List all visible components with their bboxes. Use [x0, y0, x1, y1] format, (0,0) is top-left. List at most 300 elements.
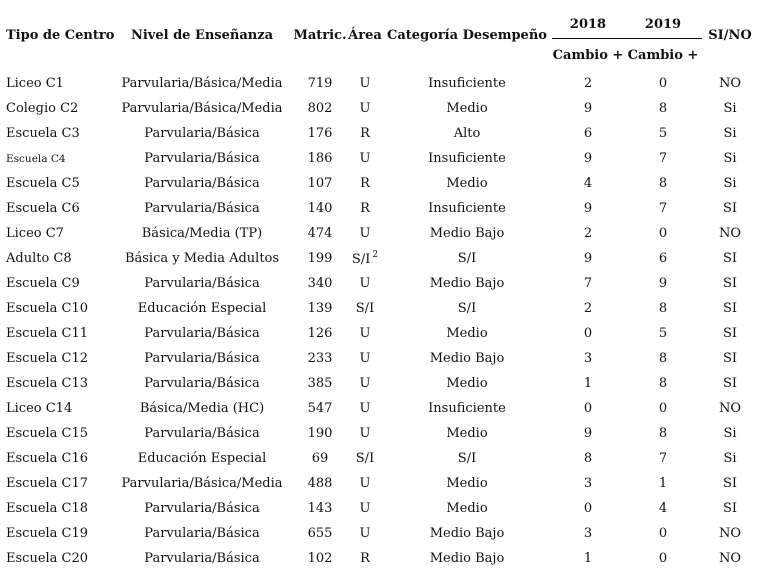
cell-categoria [382, 521, 552, 546]
cell-categoria [382, 471, 552, 496]
cell-matric [292, 296, 348, 321]
cell-matric [292, 421, 348, 446]
cell-cambio-2019 [624, 196, 702, 221]
cell-nivel [112, 246, 292, 271]
cell-nivel-text: Básica/Media (TP) [141, 226, 263, 241]
table-row [4, 446, 758, 471]
cell-matric-text: 140 [307, 201, 333, 216]
cell-nivel-text: Parvularia/Básica/Media [121, 76, 283, 91]
cell-cambio-2019-text: 5 [658, 326, 668, 341]
table-row [4, 546, 758, 571]
cell-cambio-2018-text: 1 [583, 376, 593, 391]
cell-cambio-2019 [624, 521, 702, 546]
cell-categoria-text: Insuficiente [428, 76, 506, 91]
cell-categoria-text: S/I [457, 451, 477, 466]
cell-nivel-text: Parvularia/Básica [144, 201, 260, 216]
cell-cambio-2018-text: 4 [583, 176, 593, 191]
cell-sino [702, 396, 758, 421]
cell-matric-text: 385 [307, 376, 333, 391]
cell-tipo [4, 121, 112, 146]
cell-categoria [382, 296, 552, 321]
table-row [4, 71, 758, 96]
table-row [4, 371, 758, 396]
cell-tipo-text: Adulto C8 [6, 251, 72, 266]
cell-tipo-text: Escuela C6 [6, 201, 80, 216]
cell-sino-text: NO [718, 551, 742, 566]
cell-nivel-text: Básica/Media (HC) [139, 401, 265, 416]
cell-cambio-2018 [552, 171, 624, 196]
cell-cambio-2018-text: 0 [583, 326, 593, 341]
cell-nivel [112, 71, 292, 96]
cell-tipo-text: Escuela C12 [6, 351, 89, 366]
cell-categoria-text: Medio Bajo [429, 551, 505, 566]
cell-cambio-2019-text: 6 [658, 251, 668, 266]
cell-matric-text: 199 [307, 251, 333, 266]
cell-cambio-2018-text: 3 [583, 476, 593, 491]
cell-cambio-2019-text: 0 [658, 226, 668, 241]
cell-sino-text: SI [722, 376, 738, 391]
cell-cambio-2018-text: 9 [583, 201, 593, 216]
cell-matric [292, 346, 348, 371]
cell-tipo-text: Escuela C9 [6, 276, 80, 291]
cell-nivel [112, 271, 292, 296]
header-nivel: Nivel de Enseñanza [130, 28, 274, 43]
cell-cambio-2019 [624, 171, 702, 196]
cell-tipo [4, 221, 112, 246]
cell-cambio-2019 [624, 71, 702, 96]
cell-sino [702, 246, 758, 271]
cell-cambio-2018-text: 0 [583, 401, 593, 416]
cell-nivel [112, 196, 292, 221]
cell-categoria-text: Medio [446, 326, 488, 341]
cell-nivel-text: Parvularia/Básica [144, 326, 260, 341]
cell-cambio-2019 [624, 446, 702, 471]
cell-categoria [382, 396, 552, 421]
cell-sino-text: Si [723, 126, 737, 141]
cell-tipo [4, 446, 112, 471]
cell-cambio-2019-text: 8 [658, 176, 668, 191]
cell-tipo [4, 346, 112, 371]
header-sino: SI/NO [708, 28, 752, 43]
cell-nivel [112, 221, 292, 246]
cell-matric [292, 246, 348, 271]
cell-tipo-text: Escuela C15 [6, 426, 89, 441]
cell-area-text: U [359, 401, 371, 416]
cell-categoria [382, 146, 552, 171]
cell-cambio-2019 [624, 221, 702, 246]
cell-matric [292, 496, 348, 521]
cell-sino [702, 521, 758, 546]
cell-area-text: R [360, 126, 370, 141]
cell-sino-text: NO [718, 76, 742, 91]
cell-matric-text: 802 [307, 101, 333, 116]
cell-sino-text: Si [723, 426, 737, 441]
table-row [4, 496, 758, 521]
cell-cambio-2018 [552, 346, 624, 371]
cell-area [348, 396, 382, 421]
cell-matric-text: 488 [307, 476, 333, 491]
cell-nivel-text: Parvularia/Básica [144, 551, 260, 566]
cell-area [348, 171, 382, 196]
cell-cambio-2018-text: 1 [583, 551, 593, 566]
cell-cambio-2018 [552, 321, 624, 346]
cell-matric [292, 196, 348, 221]
cell-matric-text: 126 [307, 326, 333, 341]
cell-cambio-2018 [552, 296, 624, 321]
header-cambio-2019: Cambio + [624, 39, 702, 72]
footnote-marker: 2 [372, 250, 379, 260]
cell-area-text: R [360, 201, 370, 216]
cell-sino [702, 296, 758, 321]
cell-area [348, 421, 382, 446]
cell-cambio-2019-text: 8 [658, 376, 668, 391]
cell-area-text: U [359, 526, 371, 541]
cell-categoria-text: Insuficiente [428, 401, 506, 416]
schools-table [4, 0, 758, 571]
cell-sino [702, 421, 758, 446]
cell-matric-text: 107 [307, 176, 333, 191]
cell-matric [292, 446, 348, 471]
cell-area-text: R [360, 176, 370, 191]
cell-cambio-2018 [552, 121, 624, 146]
cell-area-text: U [359, 351, 371, 366]
cell-nivel-text: Parvularia/Básica [144, 526, 260, 541]
cell-categoria [382, 221, 552, 246]
cell-nivel [112, 371, 292, 396]
cell-categoria-text: Medio Bajo [429, 351, 505, 366]
cell-area-text: U [359, 501, 371, 516]
cell-cambio-2018 [552, 471, 624, 496]
cell-cambio-2018 [552, 271, 624, 296]
cell-cambio-2018 [552, 196, 624, 221]
header-matric: Matric. [293, 28, 347, 43]
cell-matric-text: 139 [307, 301, 333, 316]
cell-area-text: U [359, 151, 371, 166]
cell-nivel [112, 421, 292, 446]
cell-categoria [382, 271, 552, 296]
cell-matric [292, 121, 348, 146]
cell-nivel-text: Parvularia/Básica [144, 501, 260, 516]
cell-area-text: U [359, 376, 371, 391]
cell-nivel [112, 546, 292, 571]
cell-tipo [4, 196, 112, 221]
cell-area [348, 546, 382, 571]
cell-cambio-2018-text: 2 [583, 76, 593, 91]
cell-cambio-2018 [552, 521, 624, 546]
header-year-2018: 2018 [569, 17, 607, 32]
cell-tipo-text: Escuela C3 [6, 126, 80, 141]
cell-categoria [382, 246, 552, 271]
cell-matric-text: 233 [307, 351, 333, 366]
header-year-2019: 2019 [644, 17, 682, 32]
table-row [4, 346, 758, 371]
cell-cambio-2019-text: 8 [658, 426, 668, 441]
cell-sino [702, 221, 758, 246]
cell-categoria-text: Medio [446, 426, 488, 441]
cell-nivel [112, 521, 292, 546]
cell-matric [292, 546, 348, 571]
cell-categoria [382, 346, 552, 371]
cell-area [348, 471, 382, 496]
table-row [4, 321, 758, 346]
cell-cambio-2018 [552, 221, 624, 246]
cell-nivel-text: Parvularia/Básica [144, 376, 260, 391]
table-row [4, 396, 758, 421]
cell-matric [292, 146, 348, 171]
cell-cambio-2019 [624, 346, 702, 371]
cell-sino-text: Si [723, 451, 737, 466]
cell-area [348, 446, 382, 471]
cell-nivel [112, 346, 292, 371]
cell-nivel [112, 146, 292, 171]
cell-tipo-text: Escuela C17 [6, 476, 89, 491]
cell-categoria [382, 496, 552, 521]
cell-sino-text: NO [718, 526, 742, 541]
cell-categoria-text: S/I [457, 251, 477, 266]
cell-area-text: U [359, 276, 371, 291]
cell-tipo-text: Escuela C10 [6, 301, 89, 316]
cell-cambio-2018 [552, 421, 624, 446]
cell-area-text: U [359, 426, 371, 441]
cell-cambio-2019-text: 7 [658, 151, 668, 166]
cell-area [348, 196, 382, 221]
cell-tipo [4, 521, 112, 546]
cell-matric [292, 271, 348, 296]
cell-sino-text: SI [722, 351, 738, 366]
cell-nivel-text: Parvularia/Básica [144, 126, 260, 141]
cell-tipo [4, 396, 112, 421]
cell-matric [292, 221, 348, 246]
cell-matric [292, 396, 348, 421]
cell-cambio-2019 [624, 296, 702, 321]
cell-cambio-2018-text: 7 [583, 276, 593, 291]
cell-cambio-2018 [552, 71, 624, 96]
cell-cambio-2019 [624, 496, 702, 521]
cell-matric-text: 186 [307, 151, 333, 166]
cell-nivel-text: Básica y Media Adultos [124, 251, 280, 266]
cell-matric-text: 655 [307, 526, 333, 541]
cell-cambio-2019-text: 8 [658, 301, 668, 316]
cell-cambio-2019-text: 7 [658, 201, 668, 216]
cell-sino [702, 546, 758, 571]
cell-nivel-text: Educación Especial [137, 301, 267, 316]
cell-categoria [382, 446, 552, 471]
cell-categoria [382, 321, 552, 346]
cell-categoria-text: Medio [446, 101, 488, 116]
cell-cambio-2019 [624, 96, 702, 121]
cell-sino [702, 321, 758, 346]
cell-categoria-text: Medio Bajo [429, 526, 505, 541]
cell-sino [702, 196, 758, 221]
cell-cambio-2019-text: 1 [658, 476, 668, 491]
cell-cambio-2018-text: 6 [583, 126, 593, 141]
cell-cambio-2019-text: 0 [658, 76, 668, 91]
cell-cambio-2018 [552, 146, 624, 171]
cell-area [348, 271, 382, 296]
cell-cambio-2018-text: 2 [583, 301, 593, 316]
cell-cambio-2018 [552, 371, 624, 396]
cell-sino-text: NO [718, 226, 742, 241]
cell-sino [702, 121, 758, 146]
cell-sino [702, 146, 758, 171]
cell-area-text: U [359, 476, 371, 491]
cell-area-text: S/I [355, 451, 375, 466]
table-row [4, 471, 758, 496]
table-row [4, 421, 758, 446]
cell-nivel [112, 121, 292, 146]
cell-cambio-2018-text: 9 [583, 101, 593, 116]
cell-nivel-text: Parvularia/Básica/Media [121, 476, 283, 491]
cell-sino-text: SI [722, 501, 738, 516]
cell-sino [702, 96, 758, 121]
cell-cambio-2018 [552, 246, 624, 271]
header-cambio-2018: Cambio + [552, 39, 624, 72]
table-row [4, 171, 758, 196]
cell-tipo [4, 421, 112, 446]
cell-cambio-2019 [624, 371, 702, 396]
cell-tipo [4, 96, 112, 121]
cell-area [348, 146, 382, 171]
cell-tipo-text: Escuela C4 [6, 152, 66, 165]
cell-categoria-text: Medio [446, 501, 488, 516]
cell-area [348, 346, 382, 371]
cell-area [348, 71, 382, 96]
cell-cambio-2018-text: 9 [583, 151, 593, 166]
cell-matric-text: 176 [307, 126, 333, 141]
cell-area-text: U [359, 326, 371, 341]
cell-tipo-text: Liceo C7 [6, 226, 64, 241]
cell-tipo [4, 71, 112, 96]
header-categoria: Categoría Desempeño [387, 28, 547, 43]
cell-tipo [4, 371, 112, 396]
cell-cambio-2019-text: 4 [658, 501, 668, 516]
cell-sino-text: SI [722, 251, 738, 266]
cell-categoria [382, 546, 552, 571]
cell-tipo-text: Liceo C1 [6, 76, 64, 91]
cell-sino [702, 496, 758, 521]
cell-nivel [112, 496, 292, 521]
cell-categoria-text: Medio Bajo [429, 276, 505, 291]
cell-area [348, 246, 382, 271]
cell-nivel-text: Parvularia/Básica [144, 276, 260, 291]
cell-sino-text: SI [722, 301, 738, 316]
cell-tipo-text: Liceo C14 [6, 401, 73, 416]
cell-nivel [112, 96, 292, 121]
cell-cambio-2018 [552, 446, 624, 471]
header-tipo: Tipo de Centro [6, 28, 115, 43]
cell-cambio-2019-text: 8 [658, 101, 668, 116]
cell-cambio-2018-text: 9 [583, 251, 593, 266]
cell-categoria [382, 196, 552, 221]
cell-categoria [382, 71, 552, 96]
cell-cambio-2019-text: 0 [658, 401, 668, 416]
table-row [4, 271, 758, 296]
cell-sino-text: NO [718, 401, 742, 416]
cell-tipo [4, 146, 112, 171]
cell-tipo [4, 246, 112, 271]
cell-cambio-2019-text: 8 [658, 351, 668, 366]
cell-matric-text: 474 [307, 226, 333, 241]
cell-nivel [112, 396, 292, 421]
cell-sino [702, 446, 758, 471]
cell-matric [292, 471, 348, 496]
cell-nivel [112, 296, 292, 321]
cell-cambio-2019 [624, 421, 702, 446]
cell-matric-text: 143 [307, 501, 333, 516]
cell-area [348, 221, 382, 246]
cell-tipo [4, 171, 112, 196]
cell-tipo-text: Escuela C11 [6, 326, 89, 341]
cell-tipo-text: Escuela C16 [6, 451, 89, 466]
cell-area [348, 296, 382, 321]
cell-area-text: S/I [355, 301, 375, 316]
cell-nivel-text: Parvularia/Básica [144, 351, 260, 366]
cell-matric-text: 719 [307, 76, 333, 91]
cell-cambio-2018 [552, 546, 624, 571]
cell-cambio-2018-text: 3 [583, 351, 593, 366]
cell-matric [292, 371, 348, 396]
cell-nivel [112, 471, 292, 496]
cell-sino-text: SI [722, 476, 738, 491]
cell-categoria [382, 171, 552, 196]
header-area: Área [348, 28, 382, 43]
cell-matric-text: 102 [307, 551, 333, 566]
cell-categoria-text: S/I [457, 301, 477, 316]
cell-nivel [112, 321, 292, 346]
cell-cambio-2019 [624, 146, 702, 171]
cell-sino-text: SI [722, 201, 738, 216]
cell-categoria [382, 121, 552, 146]
cell-categoria-text: Insuficiente [428, 151, 506, 166]
cell-area [348, 121, 382, 146]
cell-matric-text: 547 [307, 401, 333, 416]
cell-matric [292, 321, 348, 346]
cell-cambio-2019 [624, 321, 702, 346]
cell-cambio-2019-text: 0 [658, 551, 668, 566]
cell-tipo [4, 496, 112, 521]
cell-sino-text: Si [723, 151, 737, 166]
cell-cambio-2018 [552, 396, 624, 421]
cell-cambio-2018-text: 3 [583, 526, 593, 541]
cell-area-text: U [359, 76, 371, 91]
cell-area [348, 96, 382, 121]
cell-cambio-2019 [624, 396, 702, 421]
cell-matric [292, 96, 348, 121]
cell-tipo-text: Escuela C20 [6, 551, 89, 566]
cell-nivel-text: Parvularia/Básica/Media [121, 101, 283, 116]
cell-sino-text: SI [722, 276, 738, 291]
table-row [4, 196, 758, 221]
cell-sino [702, 71, 758, 96]
cell-nivel-text: Educación Especial [137, 451, 267, 466]
cell-categoria [382, 421, 552, 446]
cell-cambio-2018 [552, 96, 624, 121]
cell-cambio-2018-text: 0 [583, 501, 593, 516]
cell-sino-text: Si [723, 101, 737, 116]
cell-nivel [112, 446, 292, 471]
cell-cambio-2019 [624, 246, 702, 271]
cell-cambio-2018-text: 2 [583, 226, 593, 241]
cell-categoria-text: Medio [446, 176, 488, 191]
cell-cambio-2019-text: 5 [658, 126, 668, 141]
cell-tipo-text: Escuela C18 [6, 501, 89, 516]
cell-cambio-2019-text: 7 [658, 451, 668, 466]
table-row [4, 96, 758, 121]
table-row [4, 521, 758, 546]
cell-tipo [4, 471, 112, 496]
cell-categoria [382, 371, 552, 396]
cell-area-text: R [360, 551, 370, 566]
